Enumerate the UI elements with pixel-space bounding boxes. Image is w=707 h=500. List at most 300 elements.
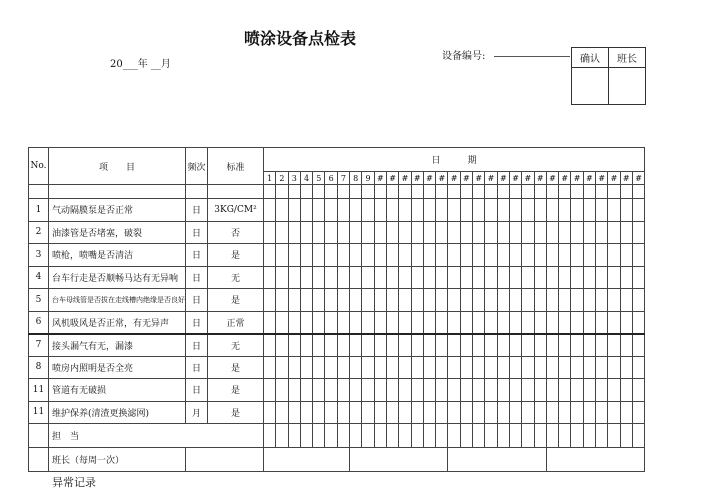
check-cell[interactable] bbox=[362, 379, 374, 402]
check-cell[interactable] bbox=[399, 199, 411, 222]
check-cell[interactable] bbox=[497, 199, 509, 222]
check-cell[interactable] bbox=[399, 289, 411, 312]
check-cell[interactable] bbox=[288, 334, 300, 357]
check-cell[interactable] bbox=[350, 356, 362, 379]
check-cell[interactable] bbox=[473, 199, 485, 222]
check-cell[interactable] bbox=[596, 221, 608, 244]
check-cell[interactable] bbox=[313, 311, 325, 334]
check-cell[interactable] bbox=[460, 356, 472, 379]
person-sign-cell[interactable] bbox=[522, 424, 534, 448]
check-cell[interactable] bbox=[374, 289, 386, 312]
check-cell[interactable] bbox=[411, 244, 423, 267]
check-cell[interactable] bbox=[386, 266, 398, 289]
check-cell[interactable] bbox=[350, 199, 362, 222]
check-cell[interactable] bbox=[423, 311, 435, 334]
check-cell[interactable] bbox=[264, 266, 276, 289]
check-cell[interactable] bbox=[534, 356, 546, 379]
check-cell[interactable] bbox=[559, 244, 571, 267]
check-cell[interactable] bbox=[497, 221, 509, 244]
check-cell[interactable] bbox=[337, 311, 349, 334]
check-cell[interactable] bbox=[546, 244, 558, 267]
check-cell[interactable] bbox=[436, 334, 448, 357]
check-cell[interactable] bbox=[546, 356, 558, 379]
check-cell[interactable] bbox=[620, 199, 632, 222]
check-cell[interactable] bbox=[534, 221, 546, 244]
check-cell[interactable] bbox=[534, 334, 546, 357]
check-cell[interactable] bbox=[460, 334, 472, 357]
check-cell[interactable] bbox=[522, 401, 534, 424]
person-sign-cell[interactable] bbox=[276, 424, 288, 448]
check-cell[interactable] bbox=[620, 334, 632, 357]
check-cell[interactable] bbox=[300, 199, 312, 222]
check-cell[interactable] bbox=[485, 244, 497, 267]
check-cell[interactable] bbox=[423, 289, 435, 312]
check-cell[interactable] bbox=[423, 244, 435, 267]
check-cell[interactable] bbox=[632, 266, 644, 289]
check-cell[interactable] bbox=[608, 334, 620, 357]
check-cell[interactable] bbox=[288, 266, 300, 289]
check-cell[interactable] bbox=[362, 266, 374, 289]
check-cell[interactable] bbox=[374, 244, 386, 267]
check-cell[interactable] bbox=[411, 289, 423, 312]
check-cell[interactable] bbox=[362, 199, 374, 222]
check-cell[interactable] bbox=[313, 266, 325, 289]
check-cell[interactable] bbox=[276, 266, 288, 289]
person-sign-cell[interactable] bbox=[288, 424, 300, 448]
check-cell[interactable] bbox=[276, 311, 288, 334]
person-sign-cell[interactable] bbox=[571, 424, 583, 448]
check-cell[interactable] bbox=[362, 401, 374, 424]
check-cell[interactable] bbox=[583, 221, 595, 244]
leader-week-sign-cell[interactable] bbox=[546, 448, 644, 472]
leader-signature-cell[interactable] bbox=[609, 68, 646, 105]
check-cell[interactable] bbox=[473, 334, 485, 357]
check-cell[interactable] bbox=[460, 401, 472, 424]
check-cell[interactable] bbox=[632, 356, 644, 379]
check-cell[interactable] bbox=[485, 221, 497, 244]
check-cell[interactable] bbox=[583, 266, 595, 289]
check-cell[interactable] bbox=[300, 266, 312, 289]
check-cell[interactable] bbox=[571, 356, 583, 379]
check-cell[interactable] bbox=[337, 289, 349, 312]
check-cell[interactable] bbox=[362, 311, 374, 334]
check-cell[interactable] bbox=[522, 289, 534, 312]
check-cell[interactable] bbox=[300, 334, 312, 357]
check-cell[interactable] bbox=[448, 401, 460, 424]
check-cell[interactable] bbox=[460, 311, 472, 334]
check-cell[interactable] bbox=[325, 221, 337, 244]
check-cell[interactable] bbox=[571, 199, 583, 222]
check-cell[interactable] bbox=[497, 356, 509, 379]
check-cell[interactable] bbox=[399, 244, 411, 267]
check-cell[interactable] bbox=[497, 289, 509, 312]
check-cell[interactable] bbox=[583, 311, 595, 334]
check-cell[interactable] bbox=[620, 289, 632, 312]
check-cell[interactable] bbox=[620, 221, 632, 244]
check-cell[interactable] bbox=[300, 221, 312, 244]
check-cell[interactable] bbox=[559, 379, 571, 402]
check-cell[interactable] bbox=[460, 244, 472, 267]
check-cell[interactable] bbox=[583, 244, 595, 267]
check-cell[interactable] bbox=[337, 199, 349, 222]
check-cell[interactable] bbox=[374, 266, 386, 289]
check-cell[interactable] bbox=[596, 334, 608, 357]
check-cell[interactable] bbox=[374, 199, 386, 222]
check-cell[interactable] bbox=[362, 289, 374, 312]
check-cell[interactable] bbox=[411, 266, 423, 289]
check-cell[interactable] bbox=[473, 221, 485, 244]
check-cell[interactable] bbox=[399, 311, 411, 334]
check-cell[interactable] bbox=[436, 311, 448, 334]
check-cell[interactable] bbox=[522, 221, 534, 244]
check-cell[interactable] bbox=[473, 379, 485, 402]
person-sign-cell[interactable] bbox=[423, 424, 435, 448]
person-sign-cell[interactable] bbox=[509, 424, 521, 448]
check-cell[interactable] bbox=[571, 311, 583, 334]
check-cell[interactable] bbox=[399, 221, 411, 244]
check-cell[interactable] bbox=[436, 199, 448, 222]
check-cell[interactable] bbox=[522, 199, 534, 222]
check-cell[interactable] bbox=[596, 289, 608, 312]
check-cell[interactable] bbox=[325, 334, 337, 357]
leader-week-sign-cell[interactable] bbox=[448, 448, 546, 472]
check-cell[interactable] bbox=[546, 199, 558, 222]
check-cell[interactable] bbox=[276, 356, 288, 379]
check-cell[interactable] bbox=[632, 311, 644, 334]
check-cell[interactable] bbox=[436, 221, 448, 244]
check-cell[interactable] bbox=[300, 311, 312, 334]
check-cell[interactable] bbox=[571, 289, 583, 312]
check-cell[interactable] bbox=[460, 379, 472, 402]
check-cell[interactable] bbox=[559, 311, 571, 334]
check-cell[interactable] bbox=[325, 289, 337, 312]
check-cell[interactable] bbox=[620, 266, 632, 289]
check-cell[interactable] bbox=[509, 334, 521, 357]
person-sign-cell[interactable] bbox=[386, 424, 398, 448]
check-cell[interactable] bbox=[497, 379, 509, 402]
check-cell[interactable] bbox=[620, 311, 632, 334]
leader-week-sign-cell[interactable] bbox=[264, 448, 350, 472]
check-cell[interactable] bbox=[313, 356, 325, 379]
check-cell[interactable] bbox=[362, 221, 374, 244]
person-sign-cell[interactable] bbox=[374, 424, 386, 448]
check-cell[interactable] bbox=[374, 311, 386, 334]
check-cell[interactable] bbox=[350, 334, 362, 357]
check-cell[interactable] bbox=[350, 221, 362, 244]
check-cell[interactable] bbox=[448, 244, 460, 267]
check-cell[interactable] bbox=[534, 311, 546, 334]
check-cell[interactable] bbox=[460, 199, 472, 222]
check-cell[interactable] bbox=[350, 311, 362, 334]
check-cell[interactable] bbox=[423, 199, 435, 222]
check-cell[interactable] bbox=[264, 379, 276, 402]
check-cell[interactable] bbox=[546, 379, 558, 402]
check-cell[interactable] bbox=[374, 221, 386, 244]
check-cell[interactable] bbox=[534, 289, 546, 312]
check-cell[interactable] bbox=[362, 356, 374, 379]
check-cell[interactable] bbox=[399, 401, 411, 424]
check-cell[interactable] bbox=[485, 311, 497, 334]
check-cell[interactable] bbox=[571, 266, 583, 289]
check-cell[interactable] bbox=[632, 401, 644, 424]
check-cell[interactable] bbox=[337, 266, 349, 289]
check-cell[interactable] bbox=[522, 244, 534, 267]
check-cell[interactable] bbox=[546, 289, 558, 312]
check-cell[interactable] bbox=[497, 244, 509, 267]
check-cell[interactable] bbox=[386, 199, 398, 222]
check-cell[interactable] bbox=[583, 199, 595, 222]
check-cell[interactable] bbox=[448, 199, 460, 222]
confirm-signature-cell[interactable] bbox=[572, 68, 609, 105]
check-cell[interactable] bbox=[620, 356, 632, 379]
check-cell[interactable] bbox=[632, 199, 644, 222]
check-cell[interactable] bbox=[571, 401, 583, 424]
check-cell[interactable] bbox=[386, 221, 398, 244]
check-cell[interactable] bbox=[350, 401, 362, 424]
check-cell[interactable] bbox=[411, 311, 423, 334]
check-cell[interactable] bbox=[559, 199, 571, 222]
check-cell[interactable] bbox=[276, 199, 288, 222]
check-cell[interactable] bbox=[509, 311, 521, 334]
person-sign-cell[interactable] bbox=[485, 424, 497, 448]
person-sign-cell[interactable] bbox=[473, 424, 485, 448]
check-cell[interactable] bbox=[559, 334, 571, 357]
check-cell[interactable] bbox=[632, 379, 644, 402]
check-cell[interactable] bbox=[288, 221, 300, 244]
check-cell[interactable] bbox=[374, 334, 386, 357]
check-cell[interactable] bbox=[423, 401, 435, 424]
check-cell[interactable] bbox=[546, 311, 558, 334]
check-cell[interactable] bbox=[509, 266, 521, 289]
check-cell[interactable] bbox=[386, 311, 398, 334]
check-cell[interactable] bbox=[522, 379, 534, 402]
check-cell[interactable] bbox=[596, 311, 608, 334]
check-cell[interactable] bbox=[337, 221, 349, 244]
person-sign-cell[interactable] bbox=[325, 424, 337, 448]
check-cell[interactable] bbox=[288, 401, 300, 424]
check-cell[interactable] bbox=[276, 401, 288, 424]
check-cell[interactable] bbox=[386, 356, 398, 379]
check-cell[interactable] bbox=[485, 334, 497, 357]
check-cell[interactable] bbox=[276, 221, 288, 244]
person-sign-cell[interactable] bbox=[436, 424, 448, 448]
check-cell[interactable] bbox=[460, 221, 472, 244]
check-cell[interactable] bbox=[571, 221, 583, 244]
check-cell[interactable] bbox=[423, 221, 435, 244]
check-cell[interactable] bbox=[386, 244, 398, 267]
check-cell[interactable] bbox=[522, 311, 534, 334]
check-cell[interactable] bbox=[596, 199, 608, 222]
check-cell[interactable] bbox=[448, 266, 460, 289]
person-sign-cell[interactable] bbox=[608, 424, 620, 448]
check-cell[interactable] bbox=[571, 334, 583, 357]
check-cell[interactable] bbox=[325, 244, 337, 267]
check-cell[interactable] bbox=[583, 356, 595, 379]
check-cell[interactable] bbox=[337, 401, 349, 424]
check-cell[interactable] bbox=[485, 199, 497, 222]
check-cell[interactable] bbox=[509, 244, 521, 267]
check-cell[interactable] bbox=[608, 266, 620, 289]
check-cell[interactable] bbox=[608, 311, 620, 334]
check-cell[interactable] bbox=[325, 356, 337, 379]
check-cell[interactable] bbox=[571, 379, 583, 402]
check-cell[interactable] bbox=[423, 356, 435, 379]
check-cell[interactable] bbox=[608, 221, 620, 244]
check-cell[interactable] bbox=[448, 311, 460, 334]
check-cell[interactable] bbox=[264, 356, 276, 379]
check-cell[interactable] bbox=[313, 379, 325, 402]
check-cell[interactable] bbox=[620, 379, 632, 402]
check-cell[interactable] bbox=[423, 379, 435, 402]
check-cell[interactable] bbox=[313, 199, 325, 222]
check-cell[interactable] bbox=[448, 334, 460, 357]
check-cell[interactable] bbox=[620, 401, 632, 424]
check-cell[interactable] bbox=[485, 266, 497, 289]
check-cell[interactable] bbox=[571, 244, 583, 267]
check-cell[interactable] bbox=[509, 379, 521, 402]
check-cell[interactable] bbox=[596, 401, 608, 424]
check-cell[interactable] bbox=[362, 334, 374, 357]
check-cell[interactable] bbox=[337, 356, 349, 379]
leader-week-sign-cell[interactable] bbox=[350, 448, 448, 472]
check-cell[interactable] bbox=[337, 334, 349, 357]
check-cell[interactable] bbox=[264, 244, 276, 267]
person-sign-cell[interactable] bbox=[620, 424, 632, 448]
check-cell[interactable] bbox=[559, 356, 571, 379]
check-cell[interactable] bbox=[411, 221, 423, 244]
check-cell[interactable] bbox=[522, 334, 534, 357]
check-cell[interactable] bbox=[509, 199, 521, 222]
check-cell[interactable] bbox=[596, 356, 608, 379]
check-cell[interactable] bbox=[559, 289, 571, 312]
check-cell[interactable] bbox=[264, 221, 276, 244]
check-cell[interactable] bbox=[559, 401, 571, 424]
check-cell[interactable] bbox=[337, 379, 349, 402]
person-sign-cell[interactable] bbox=[350, 424, 362, 448]
check-cell[interactable] bbox=[497, 334, 509, 357]
check-cell[interactable] bbox=[608, 244, 620, 267]
equipment-no-field[interactable] bbox=[494, 56, 570, 57]
check-cell[interactable] bbox=[264, 311, 276, 334]
person-sign-cell[interactable] bbox=[264, 424, 276, 448]
check-cell[interactable] bbox=[608, 356, 620, 379]
person-sign-cell[interactable] bbox=[337, 424, 349, 448]
check-cell[interactable] bbox=[374, 356, 386, 379]
check-cell[interactable] bbox=[534, 199, 546, 222]
person-sign-cell[interactable] bbox=[399, 424, 411, 448]
check-cell[interactable] bbox=[423, 334, 435, 357]
check-cell[interactable] bbox=[583, 379, 595, 402]
check-cell[interactable] bbox=[288, 356, 300, 379]
person-sign-cell[interactable] bbox=[313, 424, 325, 448]
check-cell[interactable] bbox=[423, 266, 435, 289]
check-cell[interactable] bbox=[276, 244, 288, 267]
check-cell[interactable] bbox=[288, 199, 300, 222]
person-sign-cell[interactable] bbox=[300, 424, 312, 448]
check-cell[interactable] bbox=[276, 379, 288, 402]
check-cell[interactable] bbox=[436, 244, 448, 267]
check-cell[interactable] bbox=[350, 266, 362, 289]
check-cell[interactable] bbox=[534, 266, 546, 289]
check-cell[interactable] bbox=[509, 401, 521, 424]
check-cell[interactable] bbox=[288, 289, 300, 312]
check-cell[interactable] bbox=[534, 401, 546, 424]
check-cell[interactable] bbox=[596, 266, 608, 289]
check-cell[interactable] bbox=[559, 266, 571, 289]
check-cell[interactable] bbox=[362, 244, 374, 267]
person-sign-cell[interactable] bbox=[583, 424, 595, 448]
check-cell[interactable] bbox=[300, 356, 312, 379]
check-cell[interactable] bbox=[608, 379, 620, 402]
check-cell[interactable] bbox=[559, 221, 571, 244]
check-cell[interactable] bbox=[300, 379, 312, 402]
check-cell[interactable] bbox=[313, 334, 325, 357]
check-cell[interactable] bbox=[411, 356, 423, 379]
check-cell[interactable] bbox=[509, 221, 521, 244]
check-cell[interactable] bbox=[546, 401, 558, 424]
check-cell[interactable] bbox=[325, 379, 337, 402]
person-sign-cell[interactable] bbox=[362, 424, 374, 448]
check-cell[interactable] bbox=[313, 289, 325, 312]
check-cell[interactable] bbox=[313, 221, 325, 244]
check-cell[interactable] bbox=[485, 356, 497, 379]
check-cell[interactable] bbox=[583, 289, 595, 312]
check-cell[interactable] bbox=[546, 266, 558, 289]
check-cell[interactable] bbox=[411, 334, 423, 357]
check-cell[interactable] bbox=[608, 289, 620, 312]
check-cell[interactable] bbox=[399, 356, 411, 379]
check-cell[interactable] bbox=[399, 334, 411, 357]
check-cell[interactable] bbox=[473, 401, 485, 424]
check-cell[interactable] bbox=[325, 199, 337, 222]
check-cell[interactable] bbox=[313, 401, 325, 424]
check-cell[interactable] bbox=[325, 266, 337, 289]
check-cell[interactable] bbox=[399, 379, 411, 402]
check-cell[interactable] bbox=[460, 266, 472, 289]
check-cell[interactable] bbox=[608, 199, 620, 222]
check-cell[interactable] bbox=[596, 379, 608, 402]
check-cell[interactable] bbox=[534, 244, 546, 267]
check-cell[interactable] bbox=[534, 379, 546, 402]
check-cell[interactable] bbox=[497, 401, 509, 424]
check-cell[interactable] bbox=[276, 289, 288, 312]
check-cell[interactable] bbox=[411, 199, 423, 222]
check-cell[interactable] bbox=[288, 244, 300, 267]
person-sign-cell[interactable] bbox=[632, 424, 644, 448]
check-cell[interactable] bbox=[386, 334, 398, 357]
check-cell[interactable] bbox=[264, 334, 276, 357]
check-cell[interactable] bbox=[386, 401, 398, 424]
check-cell[interactable] bbox=[436, 401, 448, 424]
person-sign-cell[interactable] bbox=[559, 424, 571, 448]
check-cell[interactable] bbox=[436, 356, 448, 379]
person-sign-cell[interactable] bbox=[460, 424, 472, 448]
check-cell[interactable] bbox=[350, 244, 362, 267]
check-cell[interactable] bbox=[473, 356, 485, 379]
check-cell[interactable] bbox=[350, 379, 362, 402]
check-cell[interactable] bbox=[632, 289, 644, 312]
check-cell[interactable] bbox=[300, 401, 312, 424]
check-cell[interactable] bbox=[497, 266, 509, 289]
person-sign-cell[interactable] bbox=[546, 424, 558, 448]
person-sign-cell[interactable] bbox=[448, 424, 460, 448]
check-cell[interactable] bbox=[264, 289, 276, 312]
check-cell[interactable] bbox=[485, 289, 497, 312]
check-cell[interactable] bbox=[596, 244, 608, 267]
check-cell[interactable] bbox=[276, 334, 288, 357]
check-cell[interactable] bbox=[300, 289, 312, 312]
check-cell[interactable] bbox=[350, 289, 362, 312]
